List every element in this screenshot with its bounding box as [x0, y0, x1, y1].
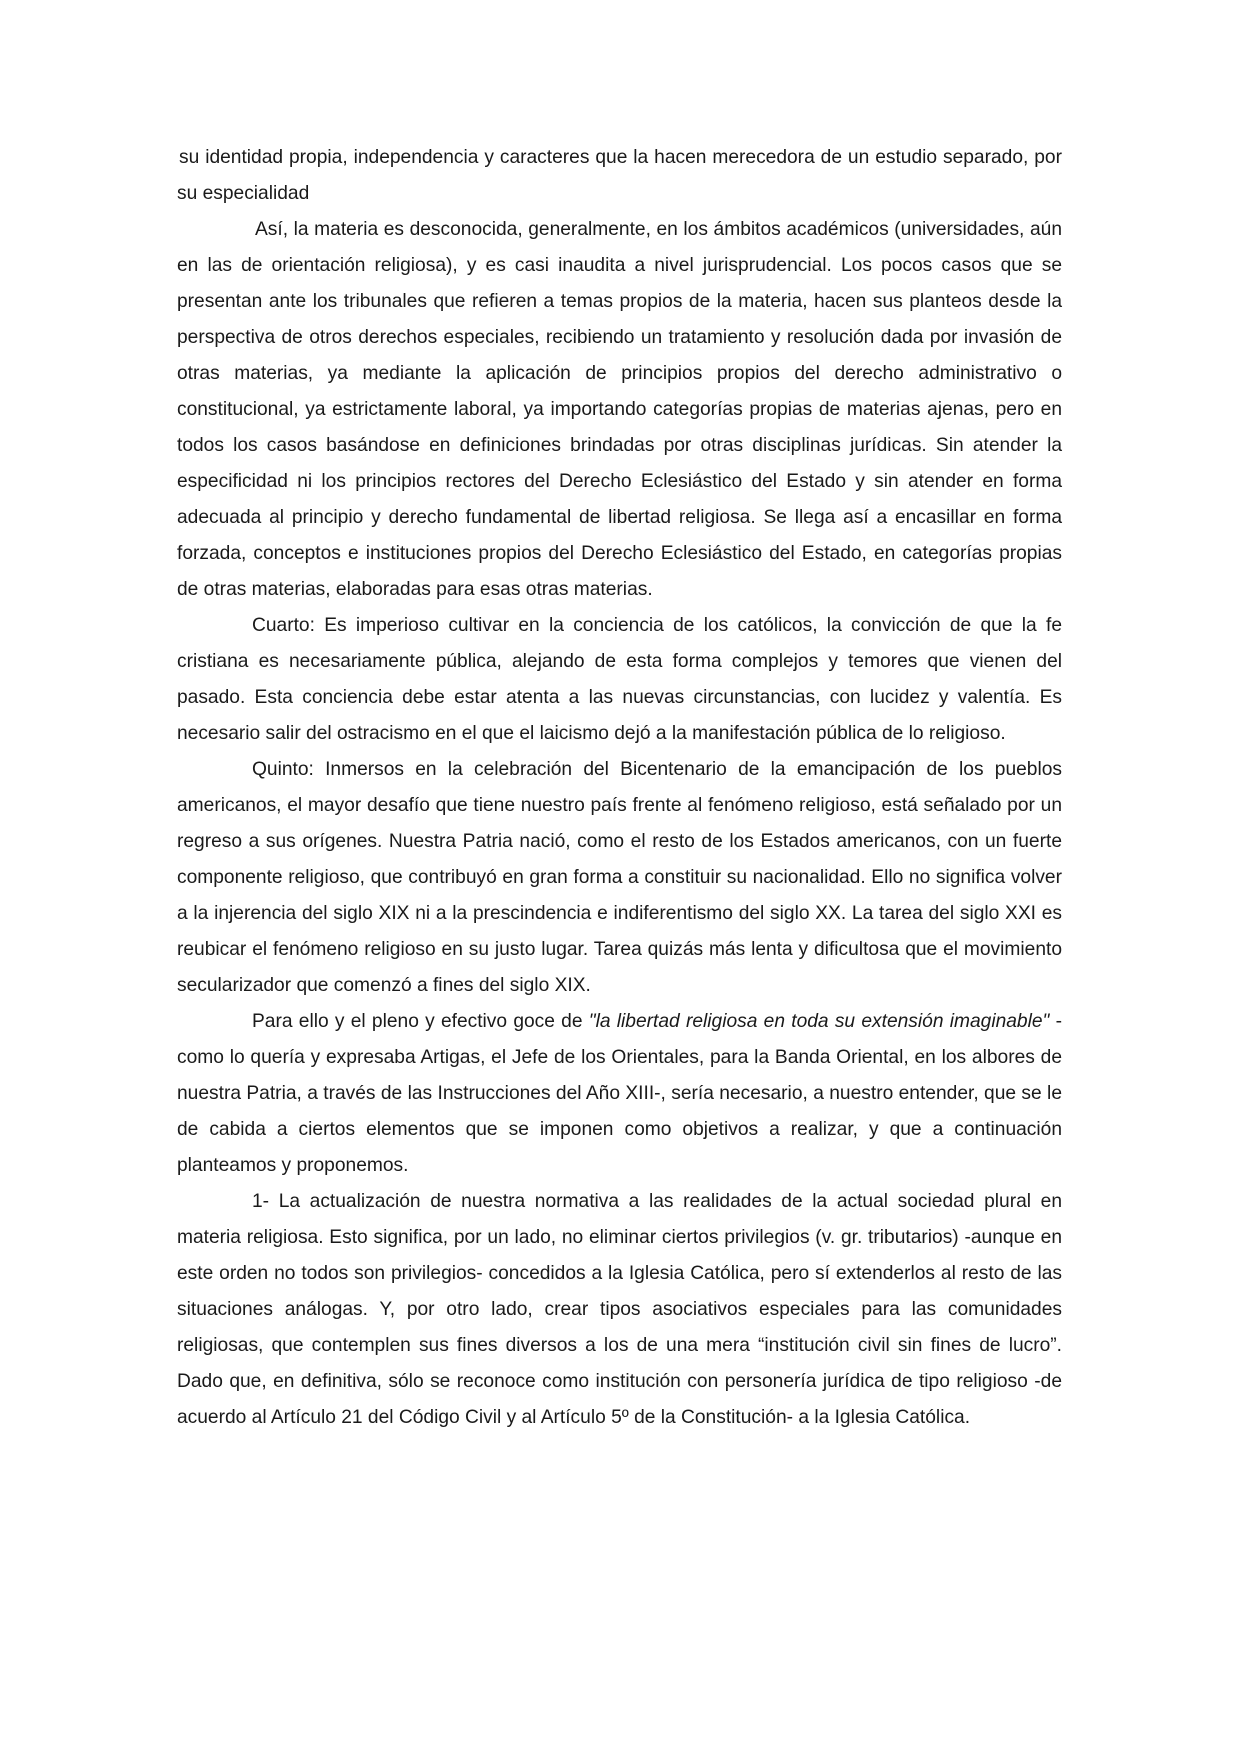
paragraph-artigas-lead: Para ello y el pleno y efectivo goce de	[252, 1011, 589, 1032]
paragraph-quinto: Quinto: Inmersos en la celebración del Bicentenario de la emancipación de los pueblos americanos, el mayor desafío que tiene nuestro país frente al fenómeno religioso, está señalado por un regreso a sus orígenes. Nuestra Patria nació, como el resto de los Estados americanos, con un fuerte componente religioso, que contribuyó en gran forma a constituir su nacionalidad. Ello no significa volver a la injerencia del siglo XIX ni a la prescindencia e indiferentismo del siglo XX. La tarea del siglo XXI es reubicar el fenómeno religioso en su justo lugar. Tarea quizás más lenta y dificultosa que el movimiento secularizador que comenzó a fines del siglo XIX.	[177, 759, 1062, 996]
paragraph-continuation: su identidad propia, independencia y caracteres que la hacen merecedora de un estudio separado, por su especialidad	[177, 147, 1062, 204]
paragraph-artigas-rest: -como lo quería y expresaba Artigas, el Jefe de los Orientales, para la Banda Oriental, en los albores de nuestra Patria, a través de las Instrucciones del Año XIII-, sería necesario, a nuestro entender, que se le de cabida a ciertos elementos que se imponen como objetivos a realizar, y que a continuación planteamos y proponemos.	[177, 1011, 1062, 1176]
paragraph-cuarto: Cuarto: Es imperioso cultivar en la conciencia de los católicos, la convicción de que la fe cristiana es necesariamente pública, alejando de esta forma complejos y temores que vienen del pasado. Esta conciencia debe estar atenta a las nuevas circunstancias, con lucidez y valentía. Es necesario salir del ostracismo en el que el laicismo dejó a la manifestación pública de lo religioso.	[177, 615, 1062, 744]
artigas-quote: "la libertad religiosa en toda su extensión imaginable"	[588, 1011, 1050, 1032]
document-page	[177, 140, 1062, 1436]
paragraph-academic-context: Así, la materia es desconocida, generalmente, en los ámbitos académicos (universidades, aún en las de orientación religiosa), y es casi inaudita a nivel jurisprudencial. Los pocos casos que se presentan ante los tribunales que refieren a temas propios de la materia, hacen sus planteos desde la perspectiva de otros derechos especiales, recibiendo un tratamiento y resolución dada por invasión de otras materias, ya mediante la aplicación de principios propios del derecho administrativo o constitucional, ya estrictamente laboral, ya importando categorías propias de materias ajenas, pero en todos los casos basándose en definiciones brindadas por otras disciplinas jurídicas. Sin atender la especificidad ni los principios rectores del Derecho Eclesiástico del Estado y sin atender en forma adecuada al principio y derecho fundamental de libertad religiosa. Se llega así a encasillar en forma forzada, conceptos e instituciones propios del Derecho Eclesiástico del Estado, en categorías propias de otras materias, elaboradas para esas otras materias.	[177, 219, 1062, 600]
paragraph-artigas	[177, 1004, 1062, 1184]
paragraph-item-1: 1- La actualización de nuestra normativa a las realidades de la actual sociedad plural en materia religiosa. Esto significa, por un lado, no eliminar ciertos privilegios (v. gr. tributarios) -aunque en este orden no todos son privilegios- concedidos a la Iglesia Católica, pero sí extenderlos al resto de las situaciones análogas. Y, por otro lado, crear tipos asociativos especiales para las comunidades religiosas, que contemplen sus fines diversos a los de una mera “institución civil sin fines de lucro”. Dado que, en definitiva, sólo se reconoce como institución con personería jurídica de tipo religioso -de acuerdo al Artículo 21 del Código Civil y al Artículo 5º de la Constitución- a la Iglesia Católica.	[177, 1191, 1062, 1428]
